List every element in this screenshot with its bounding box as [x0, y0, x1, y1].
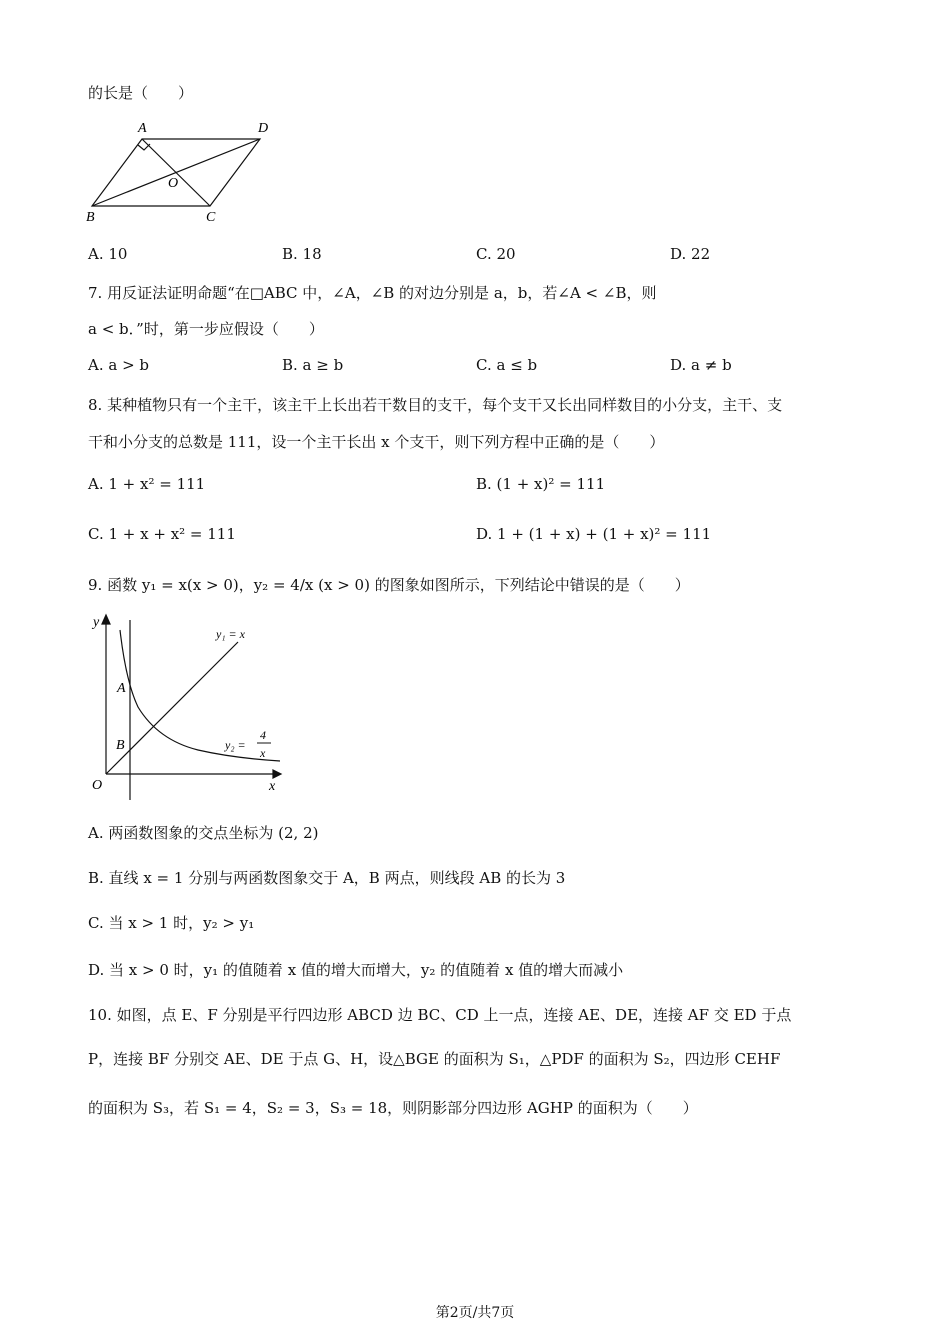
q6-option-b[interactable]: B. 18 [282, 245, 322, 263]
q9-option-d[interactable]: D. 当 x > 0 时，y₁ 的值随着 x 值的增大而增大，y₂ 的值随着 x 值的增大而减小 [88, 961, 624, 979]
q6-option-d[interactable]: D. 22 [670, 245, 711, 263]
page-footer: 第2页/共7页 [435, 1305, 515, 1321]
label-A: A [138, 121, 147, 136]
label-C: C [206, 210, 216, 225]
q8-option-a[interactable]: A. 1 + x² = 111 [88, 475, 206, 493]
q8-option-b[interactable]: B. (1 + x)² = 111 [476, 475, 606, 493]
origin-label: O [92, 778, 103, 793]
q9-option-b[interactable]: B. 直线 x = 1 分别与两函数图象交于 A，B 两点，则线段 AB 的长为 3 [88, 869, 566, 887]
q8-line2: 干和小分支的总数是 111，设一个主干长出 x 个支干，则下列方程中正确的是（ ） [88, 433, 665, 451]
q8-option-c[interactable]: C. 1 + x + x² = 111 [88, 525, 236, 543]
q7-option-d[interactable]: D. a ≠ b [670, 356, 732, 374]
y2-label: y₂ = [225, 738, 246, 752]
q7-option-c[interactable]: C. a ≤ b [476, 356, 538, 374]
parallelogram-figure [80, 115, 290, 230]
q9-line1: 9. 函数 y₁ = x(x > 0)，y₂ = 4/x (x > 0) 的图象如图所示，下列结论中错误的是（ ） [88, 576, 690, 594]
q8-line1: 8. 某种植物只有一个主干，该主干上长出若干数目的支干，每个支干又长出同样数目的小分支，主干、支 [88, 396, 783, 414]
q7-line2: a < b．”时，第一步应假设（ ） [88, 320, 324, 338]
q9-option-c[interactable]: C. 当 x > 1 时，y₂ > y₁ [88, 914, 255, 932]
y2-denominator: x [260, 746, 266, 760]
q9-option-a[interactable]: A. 两函数图象的交点坐标为 (2, 2) [88, 824, 319, 842]
q10-line1: 10. 如图，点 E、F 分别是平行四边形 ABCD 边 BC、CD 上一点，连接 AE、DE，连接 AF 交 ED 于点 [88, 1006, 792, 1024]
q7-option-b[interactable]: B. a ≥ b [282, 356, 344, 374]
function-graph [88, 612, 288, 802]
q7-line1: 7. 用反证法证明命题“在□ABC 中，∠A，∠B 的对边分别是 a，b，若∠A < ∠B，则 [88, 284, 657, 302]
label-B: B [86, 210, 95, 225]
q8-option-d[interactable]: D. 1 + (1 + x) + (1 + x)² = 111 [476, 525, 712, 543]
x-axis-label: x [269, 779, 276, 794]
y2-numerator: 4 [260, 728, 266, 742]
q6-option-c[interactable]: C. 20 [476, 245, 516, 263]
y1-label: y₁ = x [216, 627, 245, 641]
q6-tail: 的长是（ ） [88, 84, 194, 102]
label-D: D [258, 121, 269, 136]
y-axis-label: y [93, 615, 100, 630]
point-A-label: A [117, 681, 126, 696]
label-O: O [168, 176, 179, 191]
point-B-label: B [116, 738, 125, 753]
q7-option-a[interactable]: A. a > b [88, 356, 150, 374]
q10-line3: 的面积为 S₃，若 S₁ = 4，S₂ = 3，S₃ = 18，则阴影部分四边形 AGHP 的面积为（ ） [88, 1099, 698, 1117]
q6-option-a[interactable]: A. 10 [88, 245, 128, 263]
q10-line2: P，连接 BF 分别交 AE、DE 于点 G、H，设△BGE 的面积为 S₁，△PDF 的面积为 S₂，四边形 CEHF [88, 1050, 781, 1068]
